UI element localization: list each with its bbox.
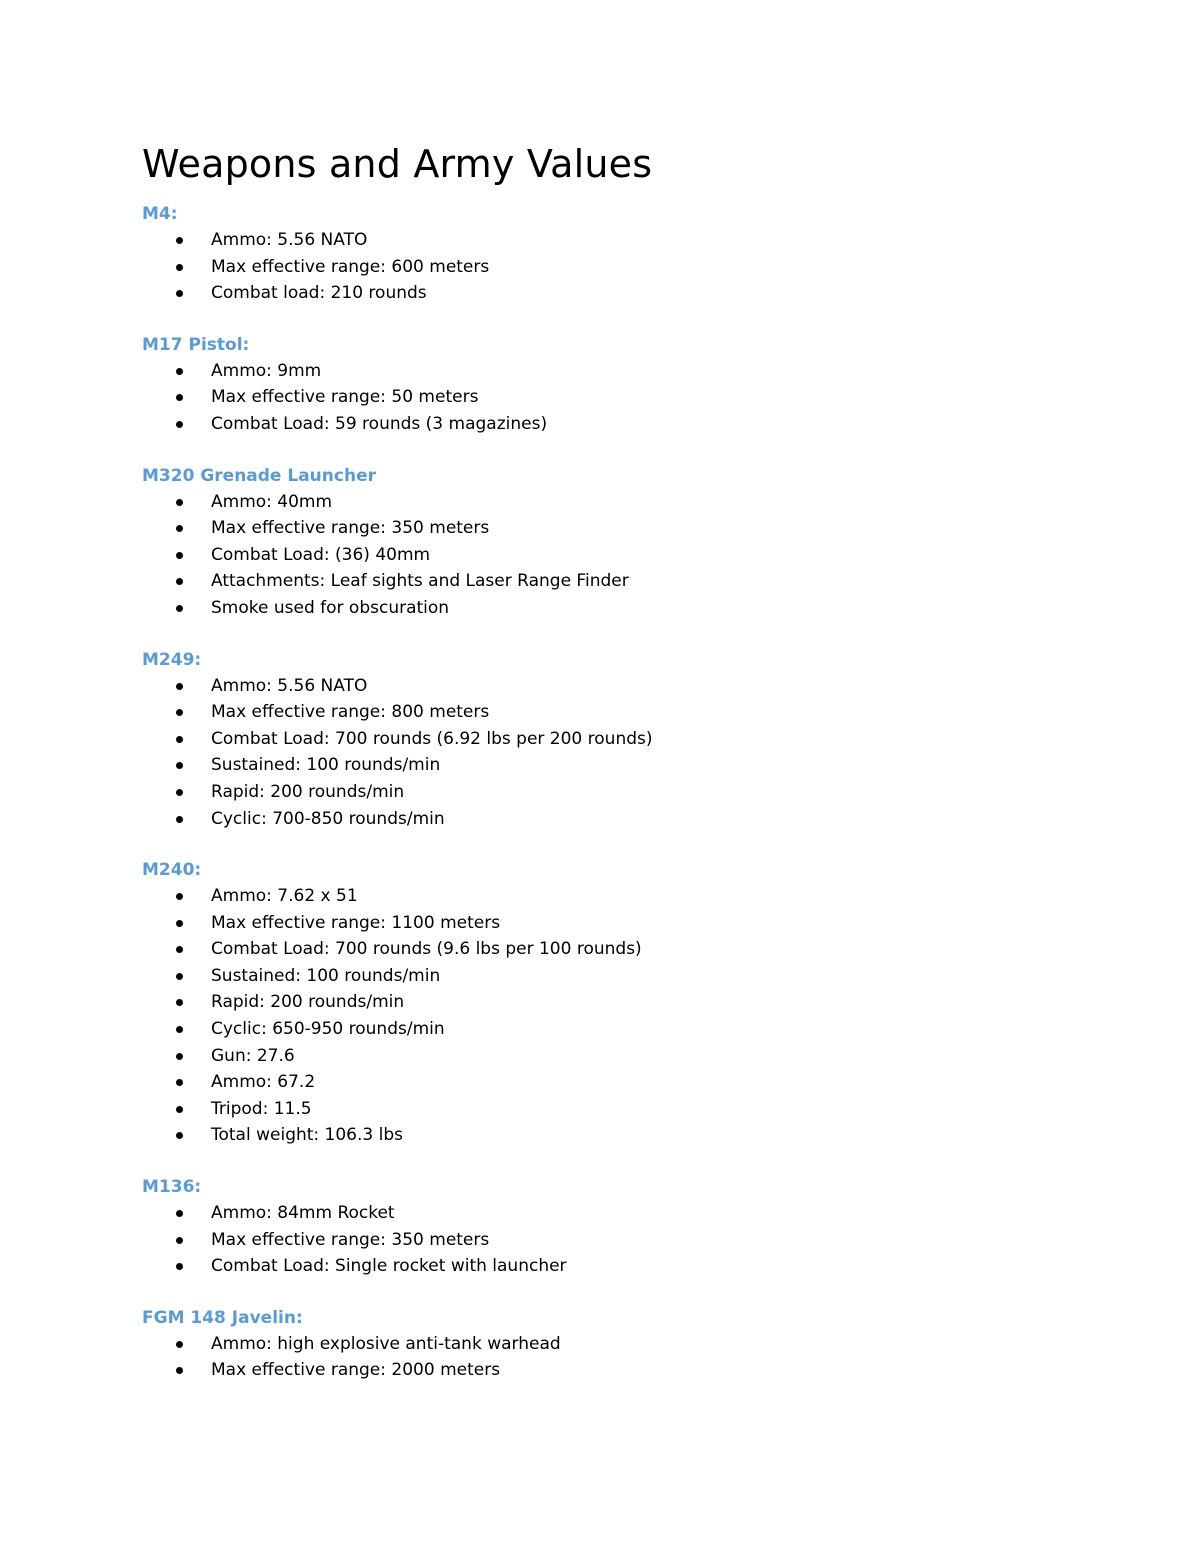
bullet-icon: [176, 762, 183, 769]
list-item: [142, 358, 1102, 385]
bullet-icon: [176, 499, 183, 506]
list-item-text: Cyclic: 700-850 rounds/min: [211, 808, 445, 829]
section-m17: [142, 332, 1102, 438]
section-heading: M4:: [142, 204, 178, 224]
bullet-icon: [176, 578, 183, 585]
list-item: [142, 726, 1102, 753]
section-heading: M136:: [142, 1177, 202, 1198]
list-item-text: Max effective range: 350 meters: [211, 518, 490, 539]
bullet-icon: [176, 1367, 183, 1374]
bullet-icon: [176, 525, 183, 532]
bullet-icon: [176, 999, 183, 1006]
list-item-text: Max effective range: 350 meters: [211, 1229, 490, 1250]
list-item: [142, 1357, 1102, 1384]
list-item-text: Max effective range: 50 meters: [211, 387, 479, 408]
list-item: [142, 227, 1102, 254]
list-item-text: Max effective range: 1100 meters: [211, 912, 501, 933]
section-heading: M17 Pistol:: [142, 334, 250, 355]
section-heading: FGM 148 Javelin:: [142, 1307, 303, 1328]
list-item: [142, 963, 1102, 990]
list-item: [142, 542, 1102, 569]
section-heading: M320 Grenade Launcher: [142, 465, 376, 486]
bullet-icon: [176, 237, 183, 244]
list-item: [142, 910, 1102, 937]
document-page: [142, 140, 1102, 1409]
section-heading: M240:: [142, 860, 202, 881]
bullet-icon: [176, 368, 183, 375]
bullet-icon: [176, 1053, 183, 1060]
list-item: [142, 568, 1102, 595]
section-m320: [142, 463, 1102, 622]
list-item-text: Ammo: 40mm: [211, 491, 333, 512]
list-item-text: Sustained: 100 rounds/min: [211, 965, 441, 986]
list-item: [142, 752, 1102, 779]
list-item-text: Ammo: 5.56 NATO: [211, 230, 368, 250]
bullet-icon: [176, 920, 183, 927]
page-title: Weapons and Army Values: [142, 142, 653, 186]
list-item: [142, 1043, 1102, 1070]
list-item: [142, 1200, 1102, 1227]
list-item-text: Attachments: Leaf sights and Laser Range Finder: [211, 571, 629, 592]
list-item: [142, 384, 1102, 411]
list-item: [142, 1122, 1102, 1149]
bullet-list: [142, 358, 1102, 438]
list-item: [142, 1253, 1102, 1280]
list-item-text: Combat load: 210 rounds: [211, 283, 427, 304]
section-heading: M249:: [142, 649, 202, 670]
list-item-text: Max effective range: 800 meters: [211, 702, 490, 723]
section-m4: [142, 201, 1102, 307]
bullet-icon: [176, 605, 183, 612]
list-item: [142, 280, 1102, 307]
list-item: [142, 1069, 1102, 1096]
bullet-icon: [176, 421, 183, 428]
list-item: [142, 936, 1102, 963]
bullet-list: [142, 673, 1102, 833]
bullet-icon: [176, 1079, 183, 1086]
bullet-list: [142, 489, 1102, 622]
bullet-icon: [176, 789, 183, 796]
bullet-icon: [176, 736, 183, 743]
list-item-text: Rapid: 200 rounds/min: [211, 992, 405, 1013]
list-item-text: Cyclic: 650-950 rounds/min: [211, 1019, 445, 1040]
bullet-list: [142, 227, 1102, 307]
list-item-text: Max effective range: 600 meters: [211, 256, 490, 277]
bullet-icon: [176, 1341, 183, 1348]
bullet-icon: [176, 1237, 183, 1244]
list-item: [142, 779, 1102, 806]
bullet-icon: [176, 709, 183, 716]
section-m136: [142, 1174, 1102, 1280]
bullet-icon: [176, 946, 183, 953]
section-m240: [142, 857, 1102, 1149]
list-item: [142, 411, 1102, 438]
list-item-text: Ammo: 84mm Rocket: [211, 1203, 395, 1224]
bullet-icon: [176, 552, 183, 559]
list-item-text: Combat Load: 700 rounds (6.92 lbs per 200 rounds): [211, 728, 653, 749]
list-item-text: Gun: 27.6: [211, 1045, 295, 1066]
list-item: [142, 595, 1102, 622]
bullet-icon: [176, 893, 183, 900]
bullet-icon: [176, 816, 183, 823]
list-item: [142, 989, 1102, 1016]
list-item: [142, 806, 1102, 833]
list-item: [142, 1227, 1102, 1254]
list-item-text: Max effective range: 2000 meters: [211, 1360, 501, 1381]
list-item-text: Ammo: 5.56 NATO: [211, 675, 368, 696]
list-item-text: Combat Load: (36) 40mm: [211, 544, 431, 565]
list-item: [142, 883, 1102, 910]
bullet-list: [142, 883, 1102, 1149]
list-item: [142, 489, 1102, 516]
section-m249: [142, 647, 1102, 833]
list-item-text: Ammo: high explosive anti-tank warhead: [211, 1333, 561, 1354]
list-item-text: Ammo: 7.62 x 51: [211, 886, 358, 907]
list-item-text: Rapid: 200 rounds/min: [211, 781, 405, 802]
list-item-text: Tripod: 11.5: [211, 1098, 312, 1119]
bullet-icon: [176, 1106, 183, 1113]
list-item-text: Total weight: 106.3 lbs: [211, 1125, 403, 1146]
list-item: [142, 254, 1102, 281]
bullet-icon: [176, 394, 183, 401]
bullet-icon: [176, 683, 183, 690]
bullet-icon: [176, 290, 183, 297]
list-item: [142, 699, 1102, 726]
bullet-icon: [176, 264, 183, 271]
list-item-text: Combat Load: Single rocket with launcher: [211, 1256, 567, 1277]
list-item: [142, 1331, 1102, 1358]
bullet-icon: [176, 973, 183, 980]
bullet-icon: [176, 1132, 183, 1139]
list-item-text: Ammo: 67.2: [211, 1072, 316, 1093]
list-item-text: Ammo: 9mm: [211, 360, 322, 381]
list-item-text: Sustained: 100 rounds/min: [211, 755, 441, 776]
bullet-icon: [176, 1210, 183, 1217]
bullet-list: [142, 1200, 1102, 1280]
list-item: [142, 515, 1102, 542]
list-item-text: Combat Load: 59 rounds (3 magazines): [211, 413, 548, 434]
list-item: [142, 1016, 1102, 1043]
list-item-text: Combat Load: 700 rounds (9.6 lbs per 100 rounds): [211, 939, 642, 960]
section-javelin: [142, 1305, 1102, 1384]
list-item-text: Smoke used for obscuration: [211, 597, 450, 618]
list-item: [142, 1096, 1102, 1123]
bullet-icon: [176, 1263, 183, 1270]
bullet-list: [142, 1331, 1102, 1384]
list-item: [142, 673, 1102, 700]
bullet-icon: [176, 1026, 183, 1033]
